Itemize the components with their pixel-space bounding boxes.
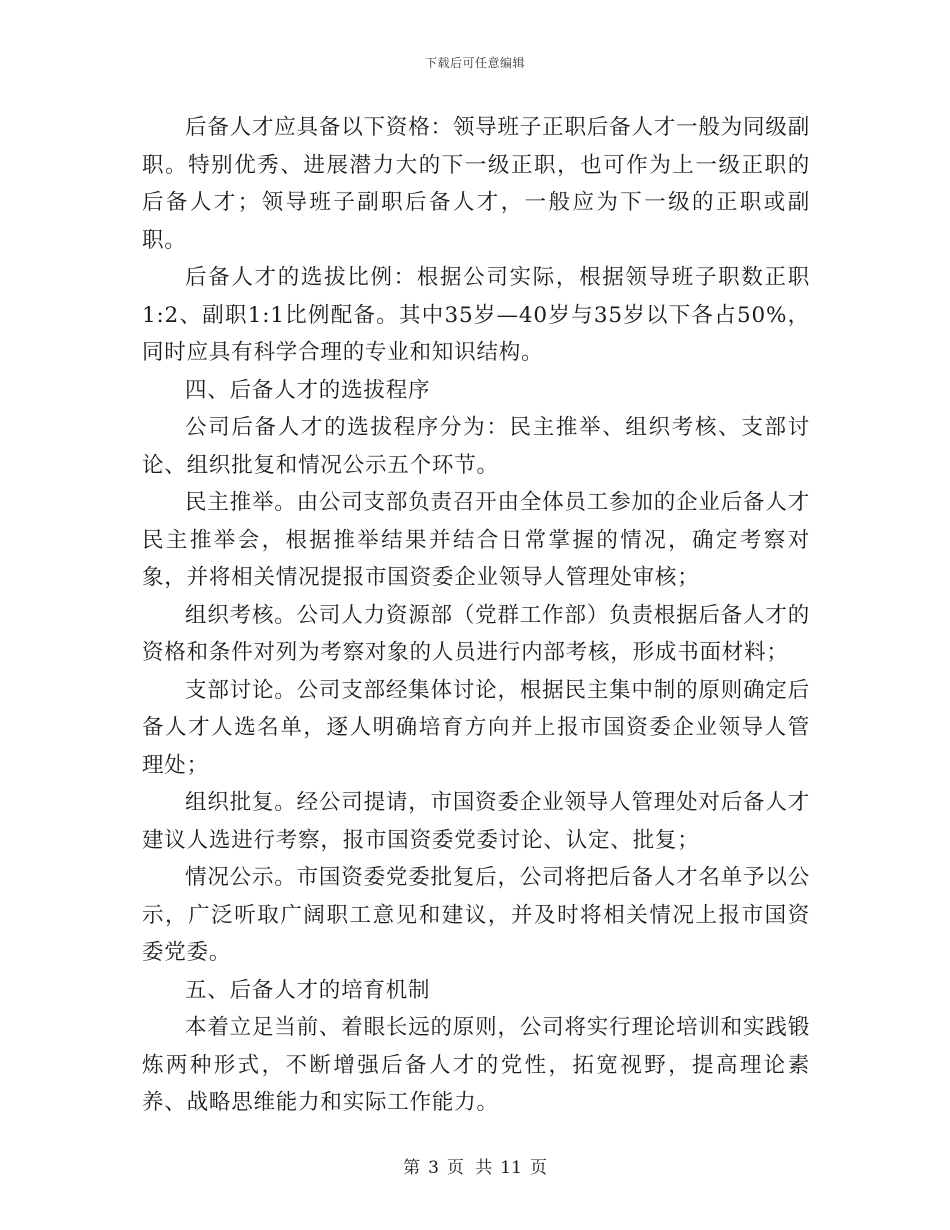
paragraph-selection-ratio: 后备人才的选拔比例：根据公司实际，根据领导班子职数正职1:2、副职1:1比例配备。其中35岁—40岁与35岁以下各占50%，同时应具有科学合理的专业和知识结构。 [142,265,810,365]
paragraph-branch-discussion: 支部讨论。公司支部经集体讨论，根据民主集中制的原则确定后备人才人选名单，逐人明确培育方向并上报市国资委企业领导人管理处； [142,677,810,778]
document-body [142,109,810,1122]
page-footer [0,1153,950,1178]
paragraph-democratic-recommendation: 民主推举。由公司支部负责召开由全体员工参加的企业后备人才民主推举会，根据推举结果并结合日常掌握的情况，确定考察对象，并将相关情况提报市国资委企业领导人管理处审核； [142,490,810,590]
footer-middle: 页 共 [446,1158,493,1178]
section-heading-selection-procedure: 四、后备人才的选拔程序 [185,377,431,403]
page-header: 下载后可任意编辑 [424,56,525,70]
paragraph-organizational-assessment: 组织考核。公司人力资源部（党群工作部）负责根据后备人才的资格和条件对列为考察对象的人员进行内部考核，形成书面材料； [142,602,810,665]
footer-page-number: 3 [428,1158,439,1178]
footer-suffix: 页 [529,1158,547,1178]
paragraph-training-principle: 本着立足当前、着眼长远的原则，公司将实行理论培训和实践锻炼两种形式，不断增强后备人才的党性，拓宽视野，提高理论素养、战略思维能力和实际工作能力。 [142,1015,810,1115]
footer-prefix: 第 [403,1158,421,1178]
paragraph-public-notice: 情况公示。市国资委党委批复后，公司将把后备人才名单予以公示，广泛听取广阔职工意见和建议，并及时将相关情况上报市国资委党委。 [142,865,810,965]
paragraph-procedure-overview: 公司后备人才的选拔程序分为：民主推举、组织考核、支部讨论、组织批复和情况公示五个环节。 [142,415,810,478]
footer-total-pages: 11 [500,1158,522,1178]
section-heading-training-mechanism: 五、后备人才的培育机制 [185,977,431,1003]
paragraph-qualifications: 后备人才应具备以下资格：领导班子正职后备人才一般为同级副职。特别优秀、进展潜力大的下一级正职，也可作为上一级正职的后备人才；领导班子副职后备人才，一般应为下一级的正职或副职。 [142,115,810,253]
paragraph-organizational-approval: 组织批复。经公司提请，市国资委企业领导人管理处对后备人才建议人选进行考察，报市国资委党委讨论、认定、批复； [142,790,810,853]
